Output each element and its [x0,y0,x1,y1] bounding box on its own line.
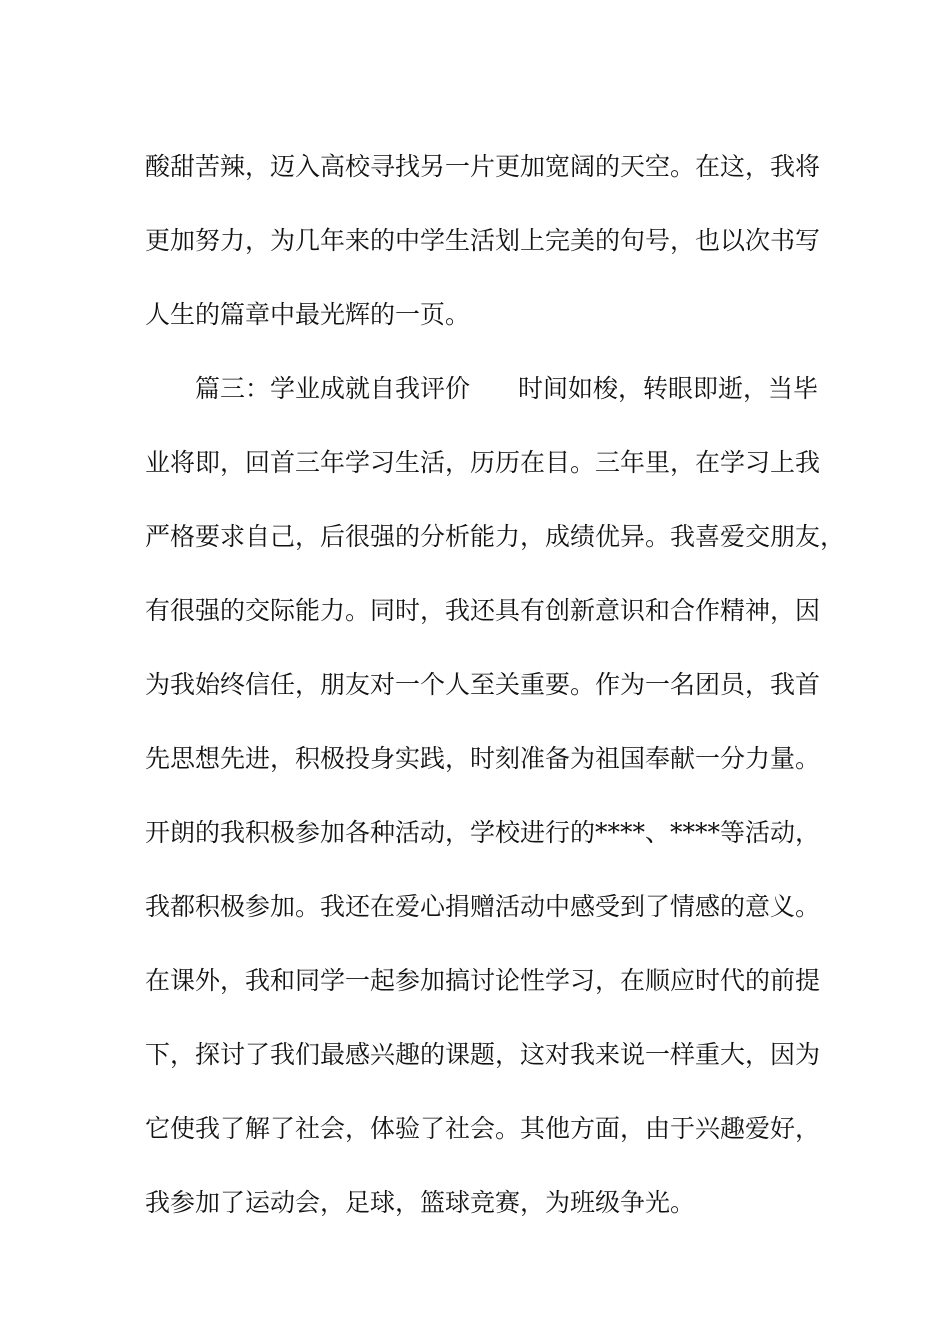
text-line: 更加努力，为几年来的中学生活划上完美的句号，也以次书写 [145,226,821,255]
text-line: 它使我了解了社会，体验了社会。其他方面，由于兴趣爱好， [145,1114,821,1143]
text-line: 酸甜苦辣，迈入高校寻找另一片更加宽阔的天空。在这，我将 [145,152,821,181]
text-line: 在课外，我和同学一起参加搞讨论性学习，在顺应时代的前提 [145,966,821,995]
text-line: 下，探讨了我们最感兴趣的课题，这对我来说一样重大，因为 [145,1040,821,1069]
section-heading-line [145,352,835,426]
text-line: 为我始终信任，朋友对一个人至关重要。作为一名团员，我首 [145,670,821,699]
text-line: 我参加了运动会，足球，篮球竞赛，为班级争光。 [145,1188,696,1217]
text-line: 严格要求自己，后很强的分析能力，成绩优异。我喜爱交朋友， [145,522,846,551]
text-line: 先思想先进，积极投身实践，时刻准备为祖国奉献一分力量。 [145,744,821,773]
text-line: 人生的篇章中最光辉的一页。 [145,300,471,329]
text-line-start: 时间如梭，转眼即逝，当毕 [518,374,819,403]
text-line: 我都积极参加。我还在爱心捐赠活动中感受到了情感的意义。 [145,892,821,921]
text-line: 开朗的我积极参加各种活动，学校进行的****、****等活动， [145,818,821,847]
text-line: 有很强的交际能力。同时，我还具有创新意识和合作精神，因 [145,596,821,625]
body-text [145,130,846,1240]
text-line: 业将即，回首三年学习生活，历历在目。三年里，在学习上我 [145,448,821,477]
section-heading: 篇三：学业成就自我评价 [195,374,471,403]
